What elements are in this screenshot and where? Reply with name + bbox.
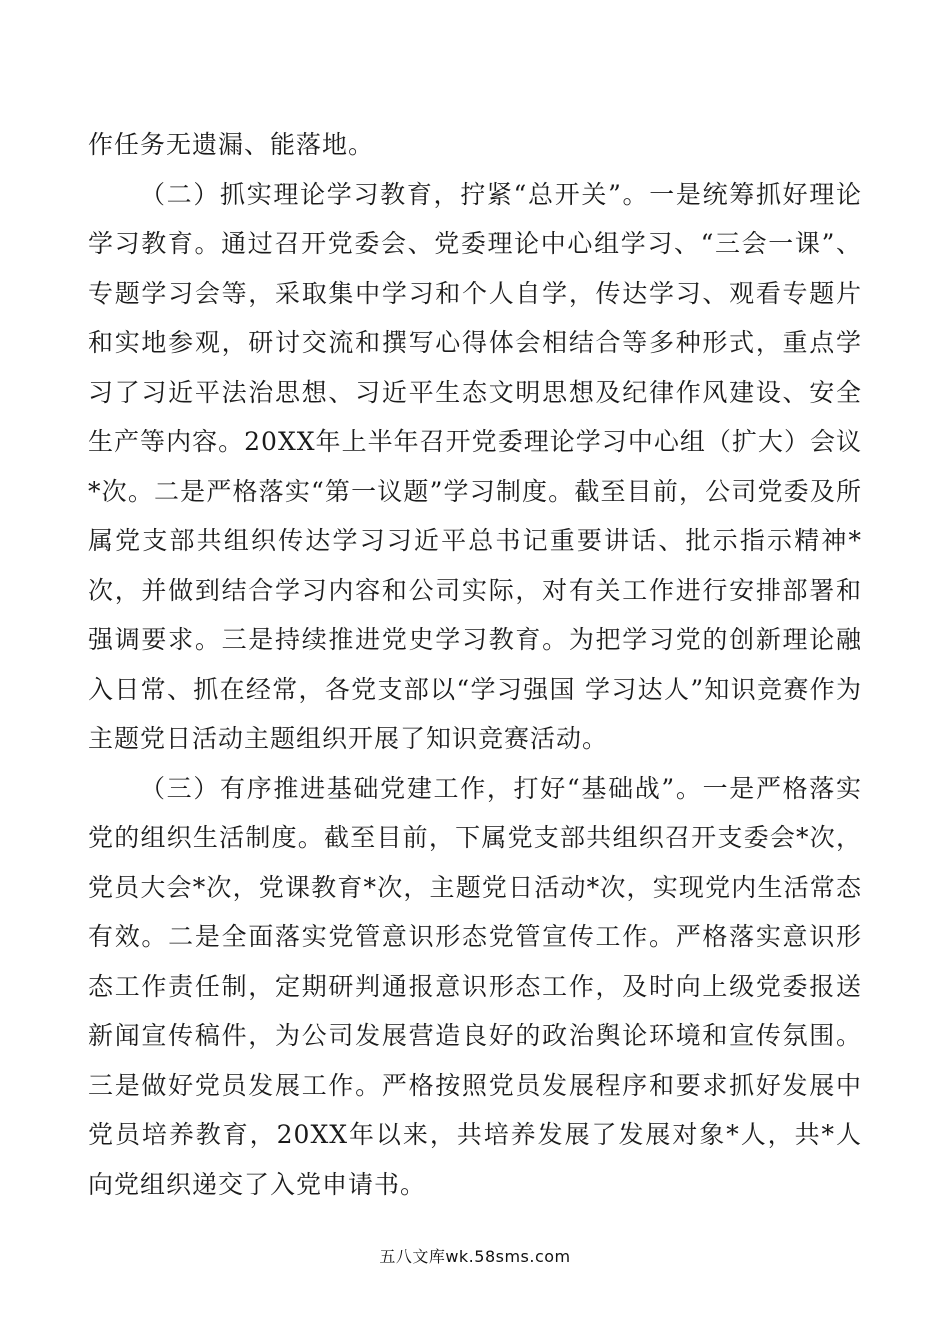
document-body [88,120,862,1209]
section-3-paragraph: （三）有序推进基础党建工作，打好“基础战”。一是严格落实党的组织生活制度。截至目前，下属党支部共组织召开支委会*次，党员大会*次，党课教育*次，主题党日活动*次，实现党内生活常态有效。二是全面落实党管意识形态党管宣传工作。严格落实意识形态工作责任制，定期研判通报意识形态工作，及时向上级党委报送新闻宣传稿件，为公司发展营造良好的政治舆论环境和宣传氛围。三是做好党员发展工作。严格按照党员发展程序和要求抓好发展中党员培养教育，20XX年以来，共培养发展了发展对象*人，共*人向党组织递交了入党申请书。 [88,773,862,1199]
footer-watermark: 五八文库wk.58sms.com [379,1247,571,1266]
continuation-paragraph: 作任务无遗漏、能落地。 [88,130,375,159]
section-2-paragraph: （二）抓实理论学习教育，拧紧“总开关”。一是统筹抓好理论学习教育。通过召开党委会、党委理论中心组学习、“三会一课”、专题学习会等，采取集中学习和个人自学，传达学习、观看专题片和实地参观，研讨交流和撰写心得体会相结合等多种形式，重点学习了习近平法治思想、习近平生态文明思想及纪律作风建设、安全生产等内容。20XX年上半年召开党委理论学习中心组（扩大）会议*次。二是严格落实“第一议题”学习制度。截至目前，公司党委及所属党支部共组织传达学习习近平总书记重要讲话、批示指示精神*次，并做到结合学习内容和公司实际，对有关工作进行安排部署和强调要求。三是持续推进党史学习教育。为把学习党的创新理论融入日常、抓在经常，各党支部以“学习强国 学习达人”知识竞赛作为主题党日活动主题组织开展了知识竞赛活动。 [88,179,862,753]
